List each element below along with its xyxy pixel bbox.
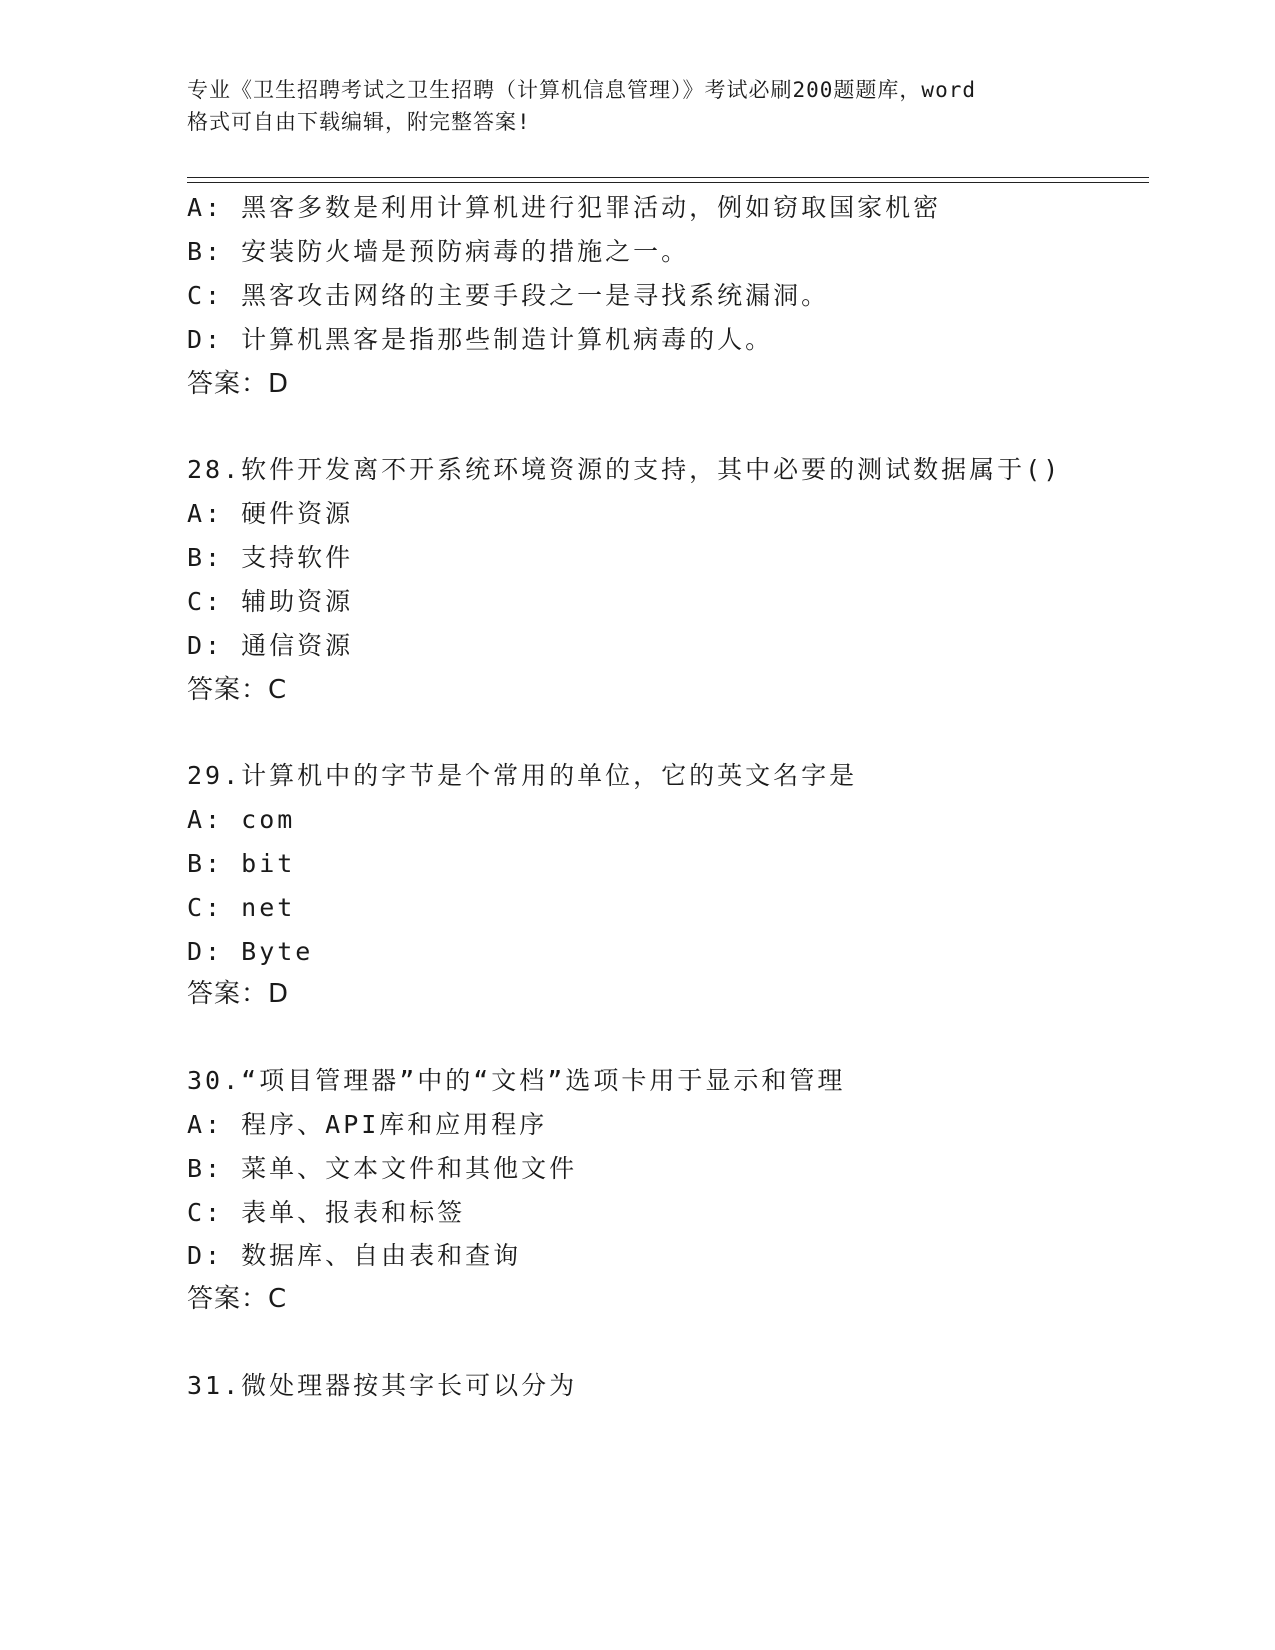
q30-stem: 30.“项目管理器”中的“文档”选项卡用于显示和管理 bbox=[187, 1066, 846, 1095]
q28-option-b: B: 支持软件 bbox=[187, 543, 354, 572]
q30-option-c: C: 表单、报表和标签 bbox=[187, 1198, 466, 1227]
header-divider-bottom bbox=[187, 182, 1149, 183]
q30-option-b: B: 菜单、文本文件和其他文件 bbox=[187, 1154, 578, 1183]
q30-option-a: A: 程序、API库和应用程序 bbox=[187, 1110, 548, 1139]
q29-stem: 29.计算机中的字节是个常用的单位，它的英文名字是 bbox=[187, 761, 858, 790]
q30-answer: 答案：C bbox=[187, 1284, 288, 1314]
header-divider-top bbox=[187, 177, 1149, 178]
q29-option-d: D: Byte bbox=[187, 937, 314, 966]
q27-answer: 答案：D bbox=[187, 369, 290, 399]
q29-option-b: B: bit bbox=[187, 849, 296, 878]
q29-option-a: A: com bbox=[187, 805, 296, 834]
header-line-1: 专业《卫生招聘考试之卫生招聘（计算机信息管理）》考试必刷200题题库，word bbox=[187, 78, 976, 102]
document-header bbox=[187, 74, 1087, 138]
q31-stem: 31.微处理器按其字长可以分为 bbox=[187, 1371, 578, 1400]
q27-option-a: A: 黑客多数是利用计算机进行犯罪活动，例如窃取国家机密 bbox=[187, 193, 942, 222]
q27-option-d: D: 计算机黑客是指那些制造计算机病毒的人。 bbox=[187, 325, 774, 354]
header-line-2: 格式可自由下载编辑，附完整答案! bbox=[187, 110, 531, 134]
q28-stem: 28.软件开发离不开系统环境资源的支持，其中必要的测试数据属于() bbox=[187, 455, 1062, 484]
q28-option-a: A: 硬件资源 bbox=[187, 499, 354, 528]
q28-answer: 答案：C bbox=[187, 675, 288, 705]
q29-option-c: C: net bbox=[187, 893, 296, 922]
q29-answer: 答案：D bbox=[187, 979, 290, 1009]
q27-option-c: C: 黑客攻击网络的主要手段之一是寻找系统漏洞。 bbox=[187, 281, 830, 310]
q28-option-d: D: 通信资源 bbox=[187, 631, 354, 660]
q30-option-d: D: 数据库、自由表和查询 bbox=[187, 1241, 522, 1270]
q27-option-b: B: 安装防火墙是预防病毒的措施之一。 bbox=[187, 237, 690, 266]
q28-option-c: C: 辅助资源 bbox=[187, 587, 354, 616]
